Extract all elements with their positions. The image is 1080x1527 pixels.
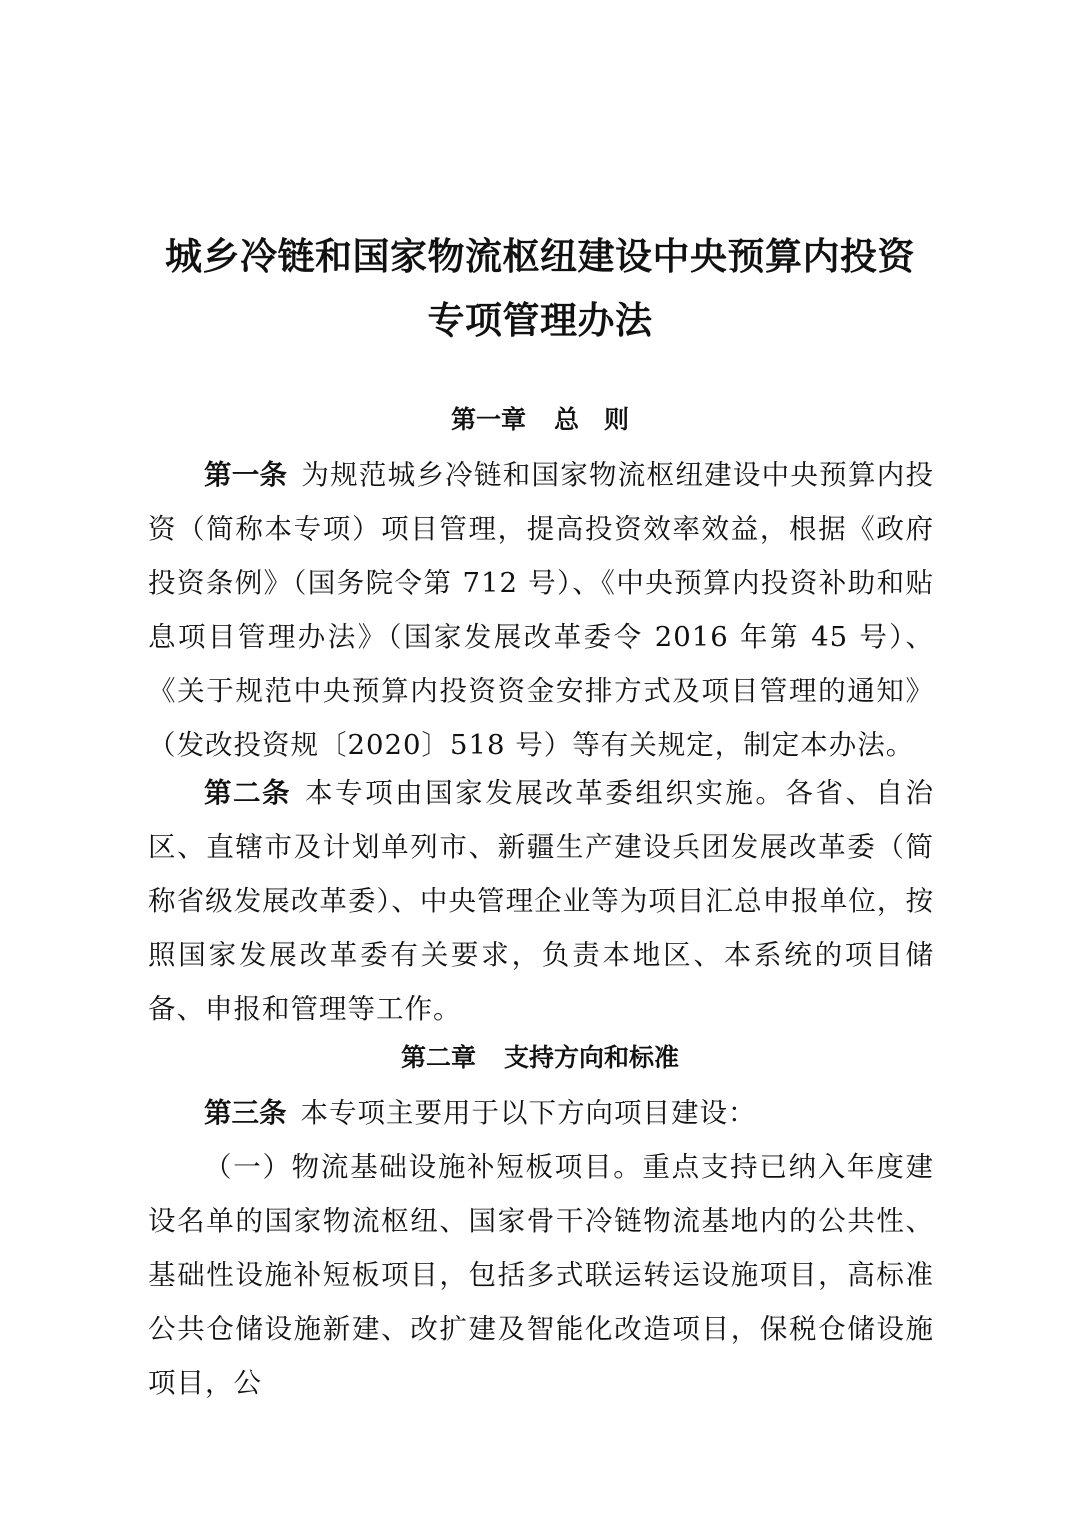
item-1-text: （一）物流基础设施补短板项目。重点支持已纳入年度建设名单的国家物流枢纽、国家骨干冷链物流基地内的公共性、基础性设施补短板项目，包括多式联运转运设施项目，高标准公共仓储设施新建、改扩建及智能化改造项目，保税仓储设施项目，公 — [148, 1151, 934, 1399]
item-1-paragraph — [148, 1140, 934, 1410]
article-2-paragraph — [148, 766, 934, 1036]
chapter-1-number: 第一章 — [450, 405, 526, 434]
article-1-head: 第一条 — [204, 459, 288, 491]
article-1-paragraph — [148, 448, 934, 772]
article-3-paragraph — [148, 1086, 934, 1140]
article-3-text: 本专项主要用于以下方向项目建设： — [300, 1097, 757, 1129]
document-title-line-2: 专项管理办法 — [427, 298, 653, 342]
article-2-text: 本专项由国家发展改革委组织实施。各省、自治区、直辖市及计划单列市、新疆生产建设兵团发展改革委（简称省级发展改革委）、中央管理企业等为项目汇总申报单位，按照国家发展改革委有关要求，负责本地区、本系统的项目储备、申报和管理等工作。 — [148, 777, 935, 1025]
article-1-text: 为规范城乡冷链和国家物流枢纽建设中央预算内投资（简称本专项）项目管理，提高投资效率效益，根据《政府投资条例》（国务院令第 712 号）、《中央预算内投资补助和贴息项目管理办法》（国家发展改革委令 2016 年第 45 号）、《关于规范中央预算内投资资金安排方式及项目管理的通知》（发改投资规〔2020〕518 号）等有关规定，制定本办法。 — [148, 459, 934, 761]
chapter-2-number: 第二章 — [400, 1043, 476, 1072]
chapter-2-name: 支持方向和标准 — [504, 1043, 680, 1072]
article-3-head: 第三条 — [204, 1097, 287, 1129]
document-title-line-1: 城乡冷链和国家物流枢纽建设中央预算内投资 — [165, 234, 915, 278]
chapter-2-heading — [0, 1045, 1080, 1070]
article-2-head: 第二条 — [204, 777, 292, 809]
chapter-1-name: 总 则 — [554, 405, 630, 434]
chapter-1-heading — [0, 407, 1080, 432]
